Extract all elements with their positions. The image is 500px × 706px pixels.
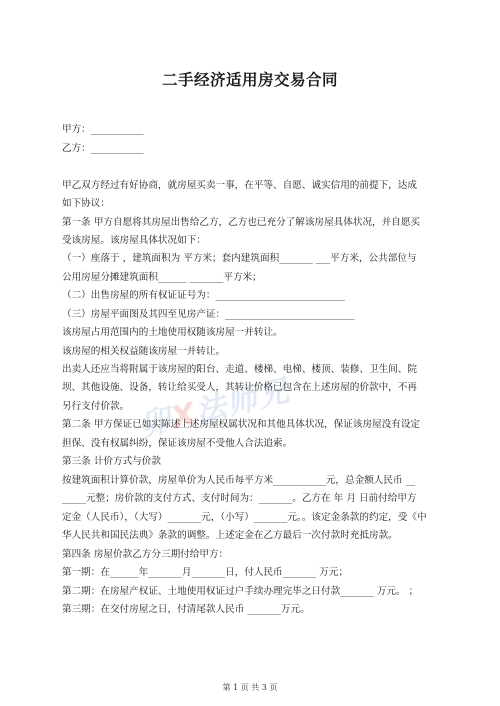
paragraph-line: 公用房屋分摊建筑面积______ _______平方米； bbox=[62, 272, 262, 283]
paragraph-line: _____元整；房价款的支付方式、支付时间为：_______。乙方在 年 月 日前付给甲方 bbox=[62, 493, 417, 504]
party-a-line: 甲方：___________ bbox=[62, 124, 144, 135]
section-heading: 第三条 计价方式与价款 bbox=[62, 456, 161, 467]
paragraph-line: 受该房屋。该房屋具体状况如下： bbox=[62, 235, 206, 246]
paragraph-line: 该房屋的相关权益随该房屋一并转让。 bbox=[62, 346, 226, 357]
section-heading: 第四条 房屋价款乙方分三期付给甲方： bbox=[62, 549, 229, 560]
paragraph-line: （二）出售房屋的所有权证证号为：___________________________ bbox=[62, 290, 346, 301]
paragraph-line: 另行支付价款。 bbox=[62, 401, 130, 412]
paragraph-line: 该房屋占用范围内的土地使用权随该房屋一并转让。 bbox=[62, 327, 283, 338]
paragraph-line: 如下协议： bbox=[62, 198, 110, 209]
paragraph-line: 华人民共和国民法典》条款的调整。上述定金在乙方最后一次付款时充抵房款。 bbox=[62, 530, 398, 541]
document-title: 二手经济适用房交易合同 bbox=[161, 71, 338, 89]
payment-line: 第二期：在房屋产权证、土地使用权证过户手续办理完毕之日付款_______ 万元。 ； bbox=[62, 586, 419, 597]
paragraph-line: （三）房屋平面图及其四至见房产证：___________________________ bbox=[62, 309, 355, 320]
page-footer: 第 1 页 共 3 页 bbox=[222, 683, 278, 692]
paragraph-line: 甲乙双方经过有好协商，就房屋买卖一事，在平等、自愿、诚实信用的前提下，达成 bbox=[62, 180, 417, 191]
paragraph-line: 定金（人民币），（大写）_______元，（小写）_______元。。该定金条款的约定，受《中 bbox=[62, 512, 427, 523]
paragraph-line: （一）座落于 ，建筑面积为 平方米；套内建筑面积_______ ___平方米，公共部位与 bbox=[62, 253, 417, 264]
payment-line: 第三期：在交付房屋之日，付清尾款人民币 _______万元。 bbox=[62, 604, 310, 615]
paragraph-line: 出卖人还应当将附属于该房屋的阳台、走道、楼梯、电梯、楼顶、装修、卫生间、院 bbox=[62, 364, 417, 375]
paragraph-line: 第二条 甲方保证已如实陈述上述房屋权属状况和其他具体状况，保证该房屋没有设定 bbox=[62, 419, 421, 430]
paragraph-line: 按建筑面积计算价款，房屋单价为人民币每平方米___________元，总金额人民币 __ bbox=[62, 475, 416, 486]
party-b-line: 乙方：___________ bbox=[62, 143, 144, 154]
paragraph-line: 第一条 甲方自愿将其房屋出售给乙方，乙方也已充分了解该房屋具体状况，并自愿买 bbox=[62, 217, 421, 228]
payment-line: 第一期：在______年_______月_______日，付人民币_______ 万元； bbox=[62, 567, 349, 578]
paragraph-line: 坝、其他设施、设备，转让给买受人，其转让价格已包含在上述房屋的价款中，不再 bbox=[62, 382, 417, 393]
paragraph-line: 担保、没有权属纠纷，保证该房屋不受他人合法追索。 bbox=[62, 438, 293, 449]
watermark-logo: 卯X法师兄 bbox=[136, 372, 294, 444]
